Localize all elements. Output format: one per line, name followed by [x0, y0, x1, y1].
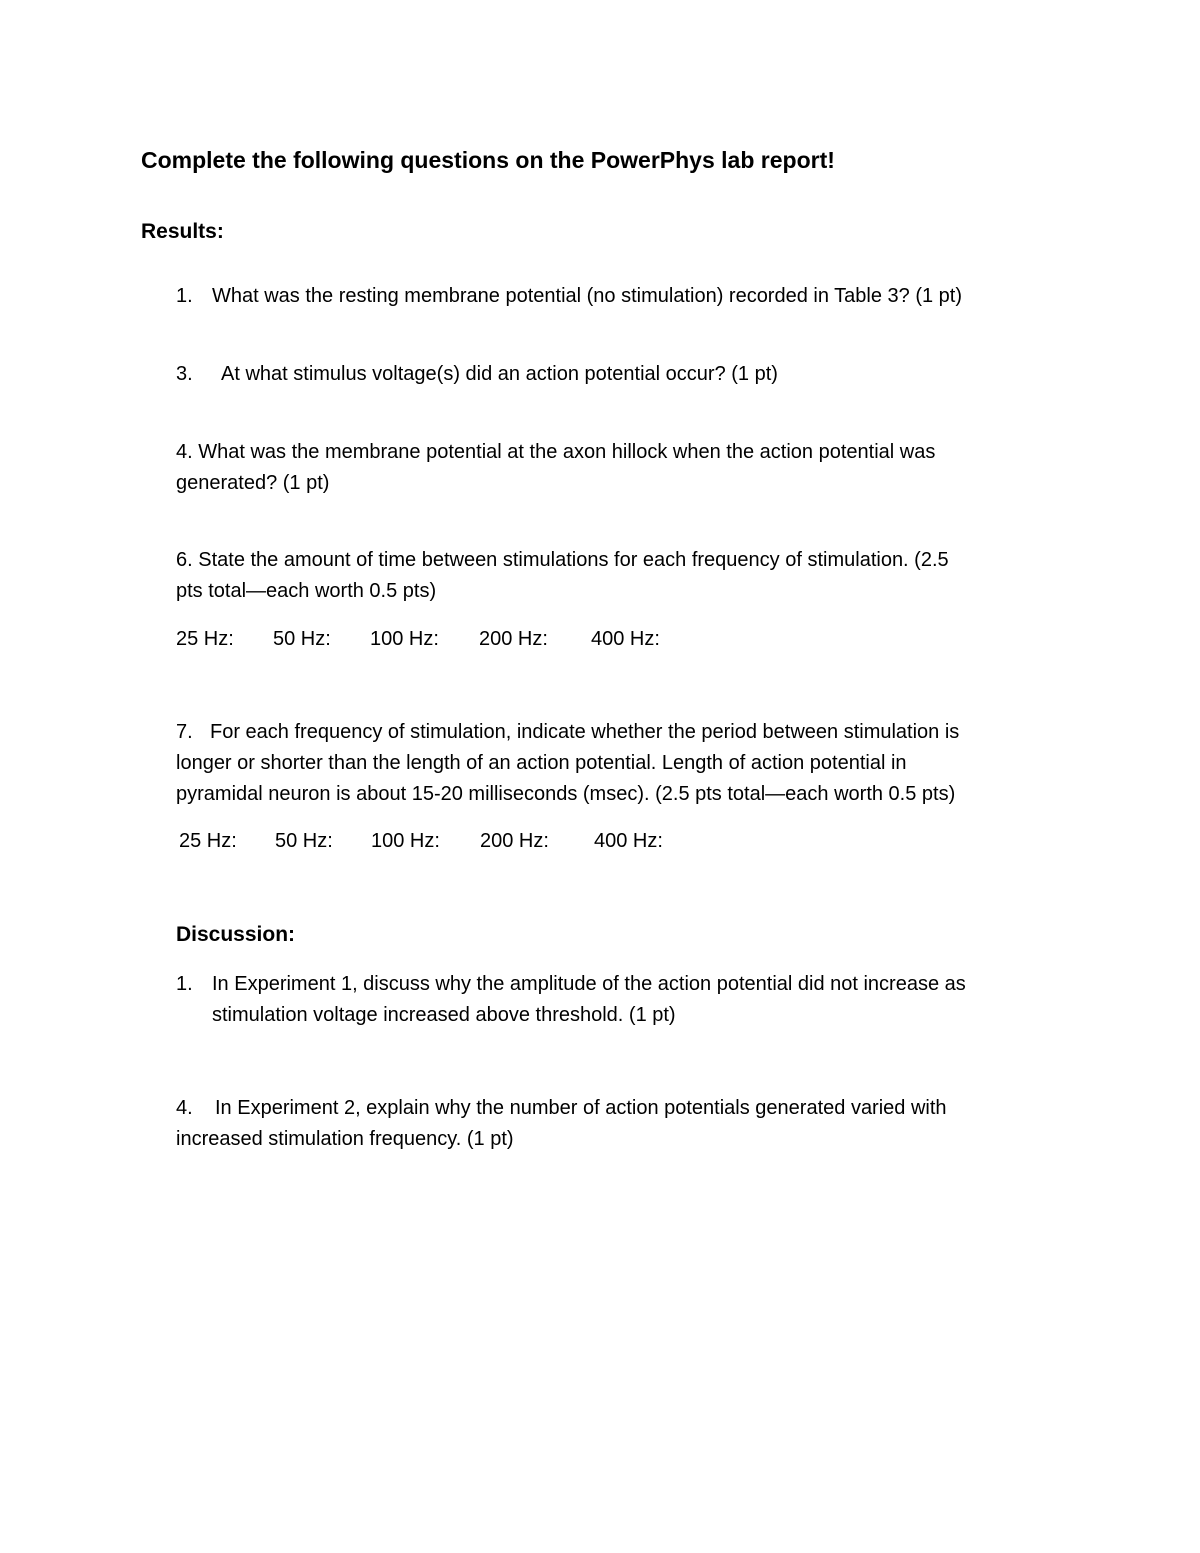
results-heading: Results:: [141, 220, 224, 243]
discussion-1-line-2: stimulation voltage increased above threshold. (1 pt): [212, 1004, 676, 1026]
frequency-label: 100 Hz:: [370, 628, 439, 650]
frequency-label: 200 Hz:: [480, 830, 549, 852]
discussion-4-line-2: increased stimulation frequency. (1 pt): [176, 1128, 514, 1150]
question-7-number: 7.: [176, 721, 193, 743]
discussion-4-number: 4.: [176, 1097, 193, 1119]
frequency-label: 100 Hz:: [371, 830, 440, 852]
discussion-heading: Discussion:: [176, 923, 296, 946]
frequency-label: 200 Hz:: [479, 628, 548, 650]
question-4-line-1: 4. What was the membrane potential at the axon hillock when the action potential was: [176, 441, 936, 463]
frequency-label: 400 Hz:: [594, 830, 663, 852]
frequency-label: 50 Hz:: [273, 628, 331, 650]
discussion-1-line-1: In Experiment 1, discuss why the amplitude of the action potential did not increase as: [212, 973, 966, 995]
frequency-label: 25 Hz:: [176, 628, 234, 650]
question-7-line-3: pyramidal neuron is about 15-20 milliseconds (msec). (2.5 pts total—each worth 0.5 pts): [176, 783, 956, 805]
discussion-4-line-1: In Experiment 2, explain why the number of action potentials generated varied with: [215, 1097, 947, 1119]
frequency-label: 25 Hz:: [179, 830, 237, 852]
question-6-line-1: 6. State the amount of time between stimulations for each frequency of stimulation. (2.5: [176, 549, 949, 571]
question-4-line-2: generated? (1 pt): [176, 472, 330, 494]
question-3-number: 3.: [176, 363, 193, 385]
question-3-text: At what stimulus voltage(s) did an action potential occur? (1 pt): [221, 363, 778, 385]
question-6-frequency-row: [176, 627, 776, 651]
question-7-frequency-row: [179, 829, 779, 853]
frequency-label: 400 Hz:: [591, 628, 660, 650]
question-6-line-2: pts total—each worth 0.5 pts): [176, 580, 437, 602]
frequency-label: 50 Hz:: [275, 830, 333, 852]
question-1-number: 1.: [176, 285, 193, 307]
page-title: Complete the following questions on the PowerPhys lab report!: [141, 147, 835, 173]
discussion-1-number: 1.: [176, 973, 193, 995]
question-7-line-1: For each frequency of stimulation, indicate whether the period between stimulation is: [210, 721, 960, 743]
question-7-line-2: longer or shorter than the length of an action potential. Length of action potential in: [176, 752, 907, 774]
question-1-text: What was the resting membrane potential (no stimulation) recorded in Table 3? (1 pt): [212, 285, 963, 307]
